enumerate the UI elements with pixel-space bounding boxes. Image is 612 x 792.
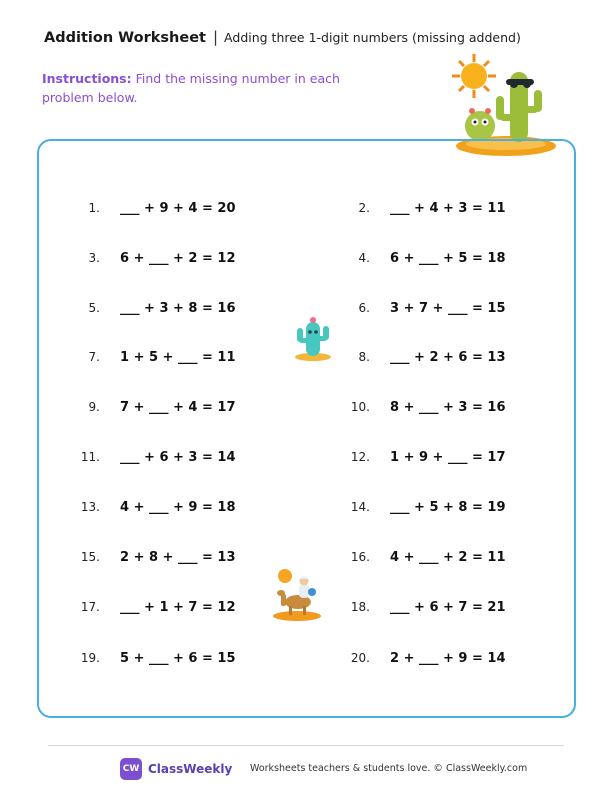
problem-expression: 4 + ___ + 2 = 11: [390, 549, 506, 565]
problem-13: [68, 497, 236, 517]
classweekly-logo[interactable]: [120, 758, 232, 780]
problem-number: 13.: [80, 500, 100, 514]
instructions-label: Instructions:: [42, 71, 132, 86]
problem-number: 19.: [80, 651, 100, 665]
problem-15: [68, 547, 236, 567]
problem-3: [68, 248, 236, 268]
instructions: [42, 69, 342, 107]
problem-number: 15.: [80, 550, 100, 564]
problem-expression: 6 + ___ + 5 = 18: [390, 250, 506, 266]
problem-expression: ___ + 9 + 4 = 20: [120, 200, 236, 216]
problem-expression: 1 + 9 + ___ = 17: [390, 449, 506, 465]
problem-number: 18.: [350, 600, 370, 614]
problem-number: 8.: [358, 350, 370, 364]
problem-number: 3.: [88, 251, 100, 265]
problem-expression: ___ + 2 + 6 = 13: [390, 349, 506, 365]
problem-expression: 6 + ___ + 2 = 12: [120, 250, 236, 266]
problem-11: [68, 447, 236, 467]
problem-number: 20.: [350, 651, 370, 665]
problem-number: 10.: [350, 400, 370, 414]
problem-17: [68, 597, 236, 617]
small-cactus-icon: [294, 316, 332, 362]
problem-number: 16.: [350, 550, 370, 564]
problem-2: [338, 198, 506, 218]
problem-expression: ___ + 1 + 7 = 12: [120, 599, 236, 615]
problem-19: [68, 648, 236, 668]
problem-5: [68, 298, 236, 318]
problem-12: [338, 447, 506, 467]
problem-expression: 4 + ___ + 9 = 18: [120, 499, 236, 515]
worksheet-title: Addition Worksheet: [44, 30, 206, 46]
problem-expression: 5 + ___ + 6 = 15: [120, 650, 236, 666]
problem-number: 6.: [358, 301, 370, 315]
problem-6: [338, 298, 506, 318]
problem-number: 9.: [88, 400, 100, 414]
problem-number: 11.: [80, 450, 100, 464]
problem-expression: ___ + 3 + 8 = 16: [120, 300, 236, 316]
problem-number: 7.: [88, 350, 100, 364]
problem-expression: 2 + ___ + 9 = 14: [390, 650, 506, 666]
logo-text: ClassWeekly: [148, 762, 233, 776]
problem-expression: 7 + ___ + 4 = 17: [120, 399, 236, 415]
problem-expression: ___ + 6 + 7 = 21: [390, 599, 506, 615]
footer-tagline: Worksheets teachers & students love. © ClassWeekly.com: [250, 763, 528, 774]
worksheet-subtitle: Adding three 1-digit numbers (missing addend): [224, 30, 521, 45]
camel-rider-icon: [272, 566, 322, 622]
problem-expression: 2 + 8 + ___ = 13: [120, 549, 236, 565]
problem-4: [338, 248, 506, 268]
problem-number: 12.: [350, 450, 370, 464]
problem-16: [338, 547, 506, 567]
problem-expression: ___ + 6 + 3 = 14: [120, 449, 236, 465]
problem-number: 2.: [358, 201, 370, 215]
problems-panel: [37, 139, 576, 718]
problem-9: [68, 397, 236, 417]
problem-10: [338, 397, 506, 417]
footer-divider: [48, 745, 564, 746]
problem-expression: 3 + 7 + ___ = 15: [390, 300, 506, 316]
problem-14: [338, 497, 506, 517]
header-separator: |: [212, 28, 219, 46]
problem-expression: ___ + 4 + 3 = 11: [390, 200, 506, 216]
problem-number: 1.: [88, 201, 100, 215]
problem-number: 17.: [80, 600, 100, 614]
problem-8: [338, 347, 506, 367]
problem-number: 5.: [88, 301, 100, 315]
problem-1: [68, 198, 236, 218]
problem-number: 14.: [350, 500, 370, 514]
problem-7: [68, 347, 236, 367]
problem-expression: ___ + 5 + 8 = 19: [390, 499, 506, 515]
logo-badge: CW: [120, 758, 142, 780]
problem-18: [338, 597, 506, 617]
instructions-text: Find the missing number in each problem below.: [42, 71, 340, 105]
problem-expression: 1 + 5 + ___ = 11: [120, 349, 236, 365]
problem-number: 4.: [358, 251, 370, 265]
worksheet-header: [44, 28, 521, 46]
problem-20: [338, 648, 506, 668]
problem-expression: 8 + ___ + 3 = 16: [390, 399, 506, 415]
